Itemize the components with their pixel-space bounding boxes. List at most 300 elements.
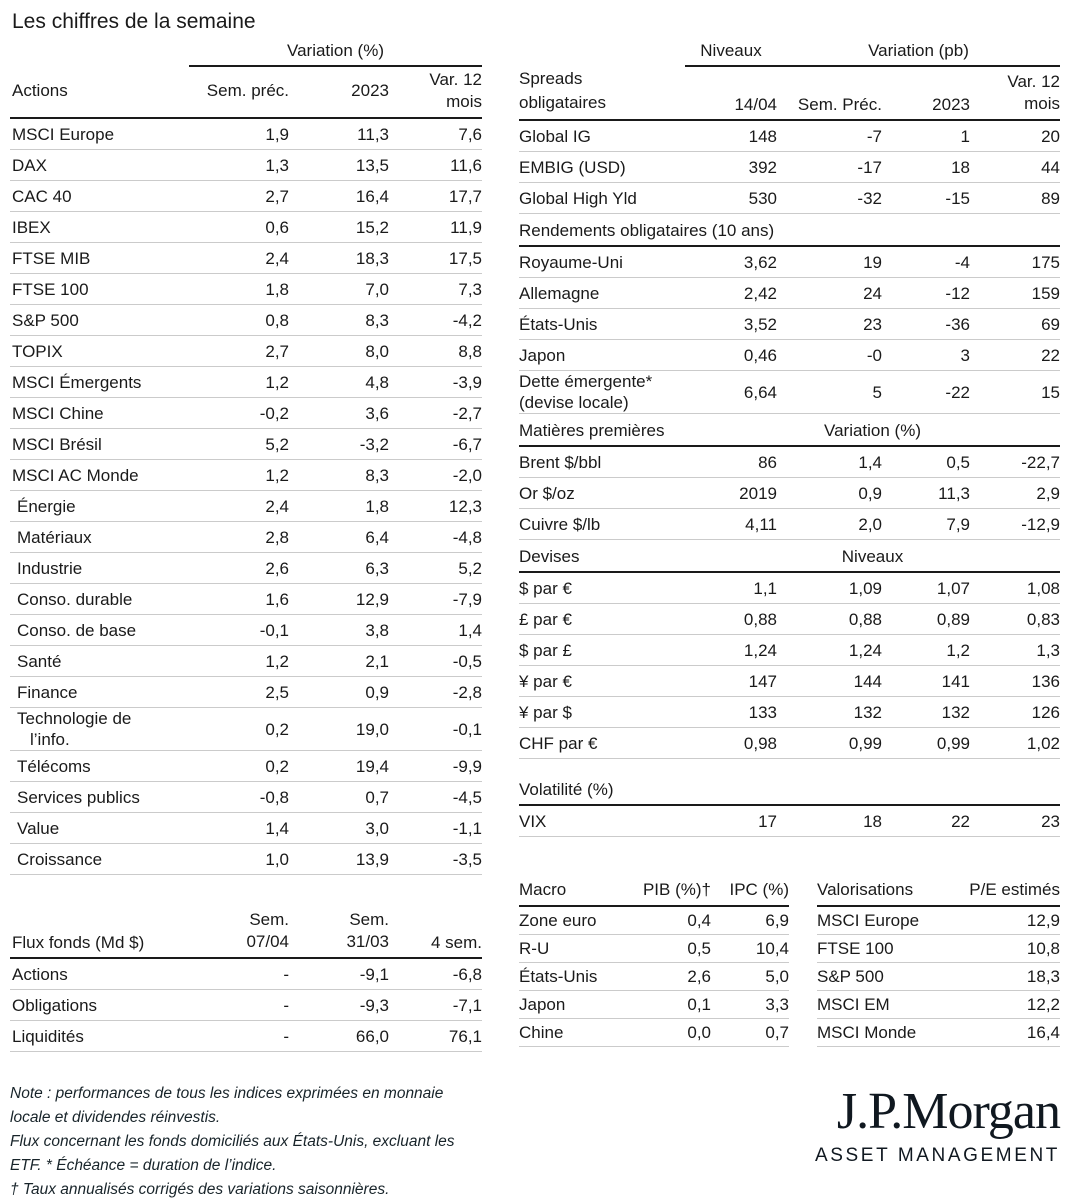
row-label bbox=[10, 818, 189, 839]
cell-value: 0,7 bbox=[765, 1023, 789, 1042]
cell-value: 2019 bbox=[739, 483, 777, 503]
cell-value: 5 bbox=[872, 382, 882, 402]
niveaux-variation-span-header bbox=[685, 40, 1060, 67]
table-row bbox=[519, 666, 1060, 697]
cell-value: 2,6 bbox=[687, 967, 711, 986]
cell-value: 3,52 bbox=[743, 314, 777, 334]
matieres-section-header bbox=[519, 414, 1060, 447]
row-label bbox=[10, 787, 189, 808]
cell-value: 141 bbox=[941, 671, 970, 691]
column-header-line2: 31/03 bbox=[346, 932, 389, 951]
corner-label-macro: Macro bbox=[519, 880, 567, 899]
cell-value: 5,2 bbox=[458, 558, 482, 578]
cell-value: 17 bbox=[758, 811, 777, 831]
cell-value: 0,9 bbox=[365, 682, 389, 702]
cell-value: 2,4 bbox=[265, 248, 289, 268]
row-label-text: Télécoms bbox=[17, 756, 91, 776]
table-row bbox=[10, 150, 482, 181]
devises-section-header bbox=[519, 540, 1060, 573]
actions-table bbox=[10, 40, 482, 875]
row-label bbox=[10, 651, 189, 672]
table-row bbox=[10, 844, 482, 875]
column-header-line2: mois bbox=[446, 92, 482, 111]
table-row bbox=[519, 991, 789, 1019]
cell-value: 16,4 bbox=[1026, 1023, 1060, 1042]
row-label: £ par € bbox=[519, 609, 572, 629]
cell-value: 2,9 bbox=[1036, 483, 1060, 503]
cell-value: 6,3 bbox=[365, 558, 389, 578]
cell-value: 8,0 bbox=[365, 341, 389, 361]
cell-value: 3,8 bbox=[365, 620, 389, 640]
cell-value: 12,3 bbox=[448, 496, 482, 516]
matieres-premieres-section bbox=[519, 414, 1060, 540]
column-header-line2: 07/04 bbox=[246, 932, 289, 951]
volatilite-section bbox=[519, 773, 1060, 837]
column-header-1404: 14/04 bbox=[734, 95, 777, 114]
volatilite-section-header bbox=[519, 773, 1060, 806]
table-row bbox=[10, 305, 482, 336]
table-row bbox=[10, 813, 482, 844]
cell-value: 24 bbox=[863, 283, 882, 303]
cell-value: - bbox=[283, 964, 289, 984]
row-label bbox=[10, 310, 189, 331]
jpmorgan-logo bbox=[519, 1085, 1060, 1167]
row-label: Global High Yld bbox=[519, 188, 637, 208]
cell-value: -17 bbox=[857, 157, 882, 177]
cell-value: 1,4 bbox=[458, 620, 482, 640]
table-row bbox=[519, 806, 1060, 837]
cell-value: 2,4 bbox=[265, 496, 289, 516]
cell-value: 6,4 bbox=[365, 527, 389, 547]
corner-line1: Spreads bbox=[519, 69, 583, 88]
cell-value: 1,09 bbox=[848, 578, 882, 598]
table-row bbox=[519, 309, 1060, 340]
cell-value: 3 bbox=[960, 345, 970, 365]
row-label-text: MSCI Émergents bbox=[12, 372, 142, 392]
table-row bbox=[519, 340, 1060, 371]
spreads-obligataires-table bbox=[519, 40, 1060, 214]
row-label-text: S&P 500 bbox=[12, 310, 79, 330]
cell-value: -6,8 bbox=[452, 964, 482, 984]
span-header-label: Variation (%) bbox=[287, 41, 384, 60]
table-row bbox=[817, 991, 1060, 1019]
row-label bbox=[10, 682, 189, 703]
cell-value: 18,3 bbox=[1026, 967, 1060, 986]
row-label bbox=[10, 372, 189, 393]
table-row bbox=[10, 429, 482, 460]
section-title: Volatilité (%) bbox=[519, 780, 614, 799]
row-label bbox=[10, 589, 189, 610]
cell-value: 7,3 bbox=[458, 279, 482, 299]
row-label-text: Énergie bbox=[17, 496, 76, 516]
row-label-text: Industrie bbox=[17, 558, 83, 578]
cell-value: 8,3 bbox=[365, 465, 389, 485]
cell-value: -22 bbox=[945, 382, 970, 402]
section-title: Rendements obligataires (10 ans) bbox=[519, 221, 775, 240]
table-row bbox=[519, 183, 1060, 214]
bottom-tables bbox=[519, 877, 1060, 1047]
cell-value: 0,6 bbox=[265, 217, 289, 237]
row-label: Japon bbox=[519, 345, 566, 365]
cell-value: 1,08 bbox=[1026, 578, 1060, 598]
table-row bbox=[10, 751, 482, 782]
table-row bbox=[519, 447, 1060, 478]
table-row bbox=[10, 782, 482, 813]
row-label bbox=[10, 1026, 189, 1047]
row-label: États-Unis bbox=[519, 314, 598, 334]
row-label-text: Actions bbox=[12, 964, 68, 984]
corner-line2: obligataires bbox=[519, 93, 606, 112]
row-label bbox=[10, 403, 189, 424]
note-line: † Taux annualisés corrigés des variations saisonnières. bbox=[10, 1181, 390, 1198]
table-row bbox=[10, 243, 482, 274]
row-label: MSCI Europe bbox=[817, 911, 920, 930]
table-row bbox=[519, 478, 1060, 509]
row-label-text: Value bbox=[17, 818, 60, 838]
variation-pct-span-header bbox=[189, 40, 482, 67]
table-row bbox=[519, 509, 1060, 540]
cell-value: 1,2 bbox=[946, 640, 970, 660]
row-label: Allemagne bbox=[519, 283, 600, 303]
cell-value: -4,2 bbox=[452, 310, 482, 330]
cell-value: -1,1 bbox=[452, 818, 482, 838]
cell-value: 20 bbox=[1041, 126, 1060, 146]
cell-value: -0 bbox=[866, 345, 882, 365]
cell-value: 10,8 bbox=[1026, 939, 1060, 958]
table-row bbox=[817, 907, 1060, 935]
cell-value: 1,2 bbox=[265, 372, 289, 392]
cell-value: 5,0 bbox=[765, 967, 789, 986]
cell-value: 15 bbox=[1041, 382, 1060, 402]
row-label-text: Santé bbox=[17, 651, 62, 671]
cell-value: 3,3 bbox=[765, 995, 789, 1014]
table-row bbox=[10, 708, 482, 751]
cell-value: -2,0 bbox=[452, 465, 482, 485]
row-label: ¥ par € bbox=[519, 671, 572, 691]
valorisations-table bbox=[817, 877, 1060, 1047]
niveaux-span-label: Niveaux bbox=[841, 547, 904, 566]
cell-value: 5,2 bbox=[265, 434, 289, 454]
row-label: S&P 500 bbox=[817, 967, 884, 986]
table-row bbox=[519, 907, 789, 935]
cell-value: 0,5 bbox=[687, 939, 711, 958]
table-row bbox=[10, 460, 482, 491]
table-row bbox=[817, 963, 1060, 991]
cell-value: -4,5 bbox=[452, 787, 482, 807]
cell-value: 18,3 bbox=[355, 248, 389, 268]
row-label-text: Services publics bbox=[17, 787, 140, 807]
cell-value: 159 bbox=[1031, 283, 1060, 303]
column-header-line1: Var. 12 bbox=[429, 70, 482, 89]
section-title: Devises bbox=[519, 547, 580, 566]
cell-value: 1,8 bbox=[365, 496, 389, 516]
cell-value: 1,24 bbox=[848, 640, 882, 660]
row-label: VIX bbox=[519, 811, 547, 831]
cell-value: 2,0 bbox=[858, 514, 882, 534]
cell-value: 8,8 bbox=[458, 341, 482, 361]
row-label-text: Liquidités bbox=[12, 1026, 84, 1046]
cell-value: -7 bbox=[866, 126, 882, 146]
column-header-2023: 2023 bbox=[932, 95, 970, 114]
niveaux-span-label: Niveaux bbox=[700, 41, 762, 60]
row-label-text: DAX bbox=[12, 155, 47, 175]
row-label: MSCI EM bbox=[817, 995, 890, 1014]
row-label bbox=[10, 620, 189, 641]
cell-value: 0,4 bbox=[687, 911, 711, 930]
table-row bbox=[10, 990, 482, 1021]
macro-column-header-row bbox=[519, 877, 789, 907]
table-row bbox=[10, 119, 482, 150]
cell-value: -7,1 bbox=[452, 995, 482, 1015]
row-label bbox=[10, 527, 189, 548]
row-label bbox=[10, 217, 189, 238]
cell-value: 23 bbox=[863, 314, 882, 334]
cell-value: 0,89 bbox=[936, 609, 970, 629]
table-row bbox=[519, 697, 1060, 728]
table-row bbox=[519, 573, 1060, 604]
table-row bbox=[519, 728, 1060, 759]
column-header-sem-prec: Sem. Préc. bbox=[797, 95, 882, 114]
cell-value: 0,8 bbox=[265, 310, 289, 330]
cell-value: 6,9 bbox=[765, 911, 789, 930]
cell-value: 7,6 bbox=[458, 124, 482, 144]
cell-value: 89 bbox=[1041, 188, 1060, 208]
cell-value: 2,1 bbox=[365, 651, 389, 671]
cell-value: 133 bbox=[748, 702, 777, 722]
table-row bbox=[817, 1019, 1060, 1047]
table-row bbox=[10, 646, 482, 677]
row-label-text: MSCI Chine bbox=[12, 403, 104, 423]
cell-value: 1,0 bbox=[265, 849, 289, 869]
cell-value: 11,3 bbox=[938, 483, 970, 503]
row-label-text: Finance bbox=[17, 682, 78, 702]
cell-value: 0,7 bbox=[365, 787, 389, 807]
cell-value: 147 bbox=[748, 671, 777, 691]
cell-value: 1,6 bbox=[265, 589, 289, 609]
cell-value: 392 bbox=[748, 157, 777, 177]
cell-value: 530 bbox=[748, 188, 777, 208]
table-row bbox=[10, 584, 482, 615]
cell-value: 0,99 bbox=[936, 733, 970, 753]
cell-value: 7,9 bbox=[946, 514, 970, 534]
row-label: ¥ par $ bbox=[519, 702, 572, 722]
column-header-sem-0704 bbox=[189, 909, 289, 953]
cell-value: 0,46 bbox=[743, 345, 777, 365]
cell-value: -0,1 bbox=[259, 620, 289, 640]
column-header-sem-3103 bbox=[289, 909, 389, 953]
note-line: Flux concernant les fonds domiciliés aux États-Unis, excluant les ETF. * Échéance = duration de l’indice. bbox=[10, 1133, 455, 1174]
table-row bbox=[519, 604, 1060, 635]
row-label bbox=[10, 248, 189, 269]
table-row bbox=[817, 935, 1060, 963]
cell-value: 17,5 bbox=[448, 248, 482, 268]
row-label-text: MSCI Europe bbox=[12, 124, 115, 144]
cell-value: -0,8 bbox=[259, 787, 289, 807]
row-label-text: Matériaux bbox=[17, 527, 92, 547]
cell-value: -0,1 bbox=[452, 719, 482, 739]
table-row bbox=[519, 371, 1060, 414]
cell-value: 1,2 bbox=[265, 465, 289, 485]
row-label: Chine bbox=[519, 1023, 564, 1042]
cell-value: 136 bbox=[1031, 671, 1060, 691]
cell-value: 3,6 bbox=[365, 403, 389, 423]
cell-value: 1 bbox=[960, 126, 970, 146]
cell-value: 132 bbox=[941, 702, 970, 722]
cell-value: 4,8 bbox=[365, 372, 389, 392]
cell-value: 15,2 bbox=[355, 217, 389, 237]
cell-value: 3,62 bbox=[743, 252, 777, 272]
row-label: EMBIG (USD) bbox=[519, 157, 626, 177]
cell-value: -9,9 bbox=[452, 756, 482, 776]
table-row bbox=[10, 274, 482, 305]
cell-value: 11,9 bbox=[450, 217, 482, 237]
row-label bbox=[10, 186, 189, 207]
table-row bbox=[10, 398, 482, 429]
row-label bbox=[10, 279, 189, 300]
cell-value: -7,9 bbox=[452, 589, 482, 609]
cell-value: 4,11 bbox=[745, 514, 777, 534]
flux-fonds-table bbox=[10, 909, 482, 1052]
cell-value: 1,24 bbox=[743, 640, 777, 660]
cell-value: -32 bbox=[857, 188, 882, 208]
table-row bbox=[10, 522, 482, 553]
cell-value: 11,6 bbox=[450, 155, 482, 175]
cell-value: 23 bbox=[1041, 811, 1060, 831]
content-columns bbox=[10, 40, 1071, 1200]
cell-value: 1,02 bbox=[1026, 733, 1060, 753]
cell-value: 2,5 bbox=[265, 682, 289, 702]
column-header-var-12-mois bbox=[970, 71, 1060, 115]
cell-value: 19,4 bbox=[355, 756, 389, 776]
cell-value: -3,2 bbox=[359, 434, 389, 454]
cell-value: - bbox=[283, 995, 289, 1015]
row-label-text: IBEX bbox=[12, 217, 51, 237]
table-row bbox=[10, 677, 482, 708]
table-row bbox=[519, 278, 1060, 309]
cell-value: 2,8 bbox=[265, 527, 289, 547]
cell-value: 3,0 bbox=[365, 818, 389, 838]
cell-value: 18 bbox=[951, 157, 970, 177]
row-label-text: MSCI AC Monde bbox=[12, 465, 139, 485]
actions-column-header-row bbox=[10, 67, 482, 119]
row-label bbox=[10, 558, 189, 579]
cell-value: 0,5 bbox=[946, 452, 970, 472]
cell-value: 86 bbox=[758, 452, 777, 472]
cell-value: 12,2 bbox=[1026, 995, 1060, 1014]
row-label-text: FTSE 100 bbox=[12, 279, 89, 299]
row-label-text: MSCI Brésil bbox=[12, 434, 102, 454]
cell-value: 0,88 bbox=[743, 609, 777, 629]
cell-value: 19 bbox=[863, 252, 882, 272]
row-label bbox=[10, 124, 189, 145]
row-label: Dette émergente* (devise locale) bbox=[519, 372, 653, 412]
cell-value: -36 bbox=[945, 314, 970, 334]
column-header-sem-prec: Sem. préc. bbox=[206, 81, 289, 100]
row-label: Global IG bbox=[519, 126, 591, 146]
cell-value: 0,2 bbox=[265, 756, 289, 776]
table-row bbox=[10, 553, 482, 584]
rendements-obligataires-section bbox=[519, 214, 1060, 414]
cell-value: 7,0 bbox=[365, 279, 389, 299]
column-header-line2: mois bbox=[1024, 94, 1060, 113]
cell-value: 2,6 bbox=[265, 558, 289, 578]
cell-value: -9,1 bbox=[359, 964, 389, 984]
cell-value: 1,07 bbox=[936, 578, 970, 598]
right-column bbox=[519, 40, 1060, 1167]
cell-value: 0,0 bbox=[687, 1023, 711, 1042]
cell-value: - bbox=[283, 1026, 289, 1046]
row-label: CHF par € bbox=[519, 733, 598, 753]
variation-pb-span-label: Variation (pb) bbox=[868, 41, 969, 60]
row-label-text: Obligations bbox=[12, 995, 98, 1015]
row-label: $ par £ bbox=[519, 640, 572, 660]
row-label-text: Technologie de l’info. bbox=[17, 709, 132, 749]
devises-section bbox=[519, 540, 1060, 759]
row-label: MSCI Monde bbox=[817, 1023, 917, 1042]
table-row bbox=[10, 1021, 482, 1052]
cell-value: 0,83 bbox=[1026, 609, 1060, 629]
cell-value: -6,7 bbox=[452, 434, 482, 454]
jpmorgan-wordmark: J.P.Morgan bbox=[836, 1083, 1060, 1140]
row-label-text: Conso. durable bbox=[17, 589, 133, 609]
row-label-text: Conso. de base bbox=[17, 620, 137, 640]
cell-value: 69 bbox=[1041, 314, 1060, 334]
cell-value: -9,3 bbox=[359, 995, 389, 1015]
row-label: R-U bbox=[519, 939, 550, 958]
flux-column-header-row bbox=[10, 909, 482, 959]
valorisations-column-header-row bbox=[817, 877, 1060, 907]
table-row bbox=[519, 152, 1060, 183]
row-label bbox=[10, 434, 189, 455]
asset-management-label: ASSET MANAGEMENT bbox=[814, 1144, 1060, 1166]
cell-value: -2,7 bbox=[452, 403, 482, 423]
cell-value: 175 bbox=[1031, 252, 1060, 272]
row-label bbox=[10, 756, 189, 777]
row-label-text: FTSE MIB bbox=[12, 248, 91, 268]
cell-value: 2,7 bbox=[265, 186, 289, 206]
rendements-section-header bbox=[519, 214, 1060, 247]
cell-value: 18 bbox=[863, 811, 882, 831]
table-row bbox=[519, 247, 1060, 278]
cell-value: 0,9 bbox=[858, 483, 882, 503]
row-label bbox=[10, 155, 189, 176]
table-row bbox=[10, 367, 482, 398]
cell-value: 1,4 bbox=[265, 818, 289, 838]
cell-value: 17,7 bbox=[448, 186, 482, 206]
cell-value: -3,9 bbox=[452, 372, 482, 392]
cell-value: -2,8 bbox=[452, 682, 482, 702]
page-title: Les chiffres de la semaine bbox=[12, 10, 256, 33]
table-row bbox=[10, 959, 482, 990]
column-header-var-12-mois bbox=[389, 69, 482, 113]
row-label: $ par € bbox=[519, 578, 572, 598]
row-label: Brent $/bbl bbox=[519, 452, 602, 472]
cell-value: 2,7 bbox=[265, 341, 289, 361]
cell-value: 126 bbox=[1031, 702, 1060, 722]
corner-label-flux: Flux fonds (Md $) bbox=[12, 933, 145, 952]
column-header-line1: Sem. bbox=[249, 910, 289, 929]
cell-value: 1,9 bbox=[265, 124, 289, 144]
cell-value: 2,42 bbox=[743, 283, 777, 303]
cell-value: -3,5 bbox=[452, 849, 482, 869]
row-label: Japon bbox=[519, 995, 566, 1014]
table-row bbox=[519, 1019, 789, 1047]
row-label bbox=[10, 849, 189, 870]
row-label bbox=[10, 995, 189, 1016]
cell-value: 22 bbox=[1041, 345, 1060, 365]
cell-value: -12,9 bbox=[1021, 514, 1060, 534]
column-header-pe-estimes: P/E estimés bbox=[969, 880, 1060, 899]
